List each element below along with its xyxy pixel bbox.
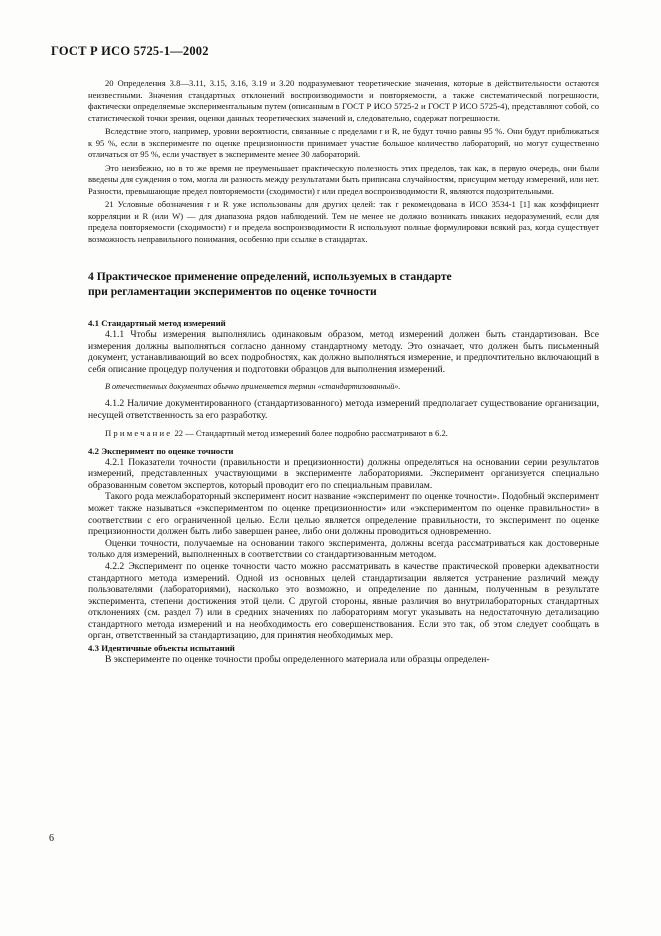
note-label: Примечание [105, 427, 173, 438]
paragraph-4-3: В эксперименте по оценке точности пробы определенного материала или образцы определен- [105, 654, 490, 666]
paragraph-note-21: 21 Условные обозначения r и R уже использованы для других целей: так r рекомендована в ИСО 3534-1 [1] как коэффициент корреляции и R (или W) — для диапазона рядов наблюдений. Тем не менее не должно возникать никаких недоразумений, если для предела повторяемости (сходимости) r и предела воспроизводимости R используют полные формулировки всякий раз, когда существует возможность неправильного понимания, особенно при ссылке в стандартах. [88, 199, 599, 244]
subsection-heading-4-1: 4.1 Стандартный метод измерений [88, 318, 226, 328]
note-text: 22 — Стандартный метод измерений более подробно рассматривают в 6.2. [172, 427, 448, 438]
note-22 [88, 428, 599, 439]
paragraph-4-2-2: 4.2.2 Эксперимент по оценке точности часто можно рассматривать в качестве практической проверки адекватности стандартного метода измерений. Одной из основных целей стандартизации является устранение различий между пользователями (лабораториями), насколько это возможно, и определение по данным, полученным в результате эксперимента, степени достижения этой цели. С другой стороны, явные различия во внутрилабораторных стандартных отклонениях (см. раздел 7) или в средних значениях по лабораториям могут указывать на недостаточную детализацию стандартного метода измерений и на необходимость его совершенствования. Если это так, об этом следует сообщать в орган, ответственный за стандартизацию, для принятия необходимых мер. [88, 560, 599, 642]
paragraph-4-1-1: 4.1.1 Чтобы измерения выполнялись одинаковым образом, метод измерений должен быть стандартизован. Все измерения должны выполняться согласно данному стандартному методу. Это означает, что должен быть письменный документ, устанавливающий во всех подробностях, как должно выполняться измерение, и предпочтительно включающий в себя описание процедур получения и подготовки образцов для выполнения измерений. [88, 329, 599, 375]
section-title-line1: 4 Практическое применение определений, используемых в стандарте [88, 270, 452, 283]
section-title-line2: при регламентации экспериментов по оценке точности [88, 285, 377, 298]
page-body [88, 78, 599, 666]
paragraph-probability-levels: Вследствие этого, например, уровни вероятности, связанные с пределами r и R, не будут точно равны 95 %. Они будут приближаться к 95 %, если в эксперименте по оценке прецизионности принимает участие большое количество лабораторий, но могут существенно отличаться от 95 %, если участвует в эксперименте менее 30 лабораторий. [88, 126, 599, 159]
page-number: 6 [49, 833, 54, 844]
subsection-heading-4-2: 4.2 Эксперимент по оценке точности [88, 445, 234, 456]
subsection-heading-4-3: 4.3 Идентичные объекты испытаний [88, 643, 235, 654]
paragraph-interlab-experiment: Такого рода межлабораторный эксперимент носит название «эксперимент по оценке точности». Подобный эксперимент может также называться «экспериментом по оценке прецизионности» или «экспериментом по оценке правильности» в соответствии с его ограниченной целью. Если целью является определение правильности, то эксперимент по оценке прецизионности должен быть либо завершен ранее, либо они должны проводиться одновременно. [88, 491, 599, 538]
paragraph-note-20: 20 Определения 3.8—3.11, 3.15, 3.16, 3.19 и 3.20 подразумевают теоретические значения, которые в действительности остаются неизвестными. Значения стандартных отклонений воспроизводимости и повторяемости, а также систематической погрешности, фактически определяемые экспериментальным путем (описанным в ГОСТ Р ИСО 5725-2 и ГОСТ Р ИСО 5725-4), представляют собой, со статистической точки зрения, оценки данных теоретических значений и, следовательно, содержат погрешности. [88, 78, 599, 123]
document-header: ГОСТ Р ИСО 5725-1—2002 [51, 44, 209, 58]
section-title [88, 269, 599, 299]
paragraph-accuracy-estimates: Оценки точности, получаемые на основании такого эксперимента, должны всегда рассматриваться как достоверные только для измерений, выполненных в соответствии со стандартизованным методом. [88, 537, 599, 561]
paragraph-4-2-1: 4.2.1 Показатели точности (правильности и прецизионности) должны определяться на основании серии результатов измерений, представленных участвующими в эксперименте лабораториями. Эксперимент организуется специально образованным советом экспертов, который проводит его по специальным правилам. [88, 456, 599, 491]
italic-footnote: В отечественных документах обычно применяется термин «стандартизованный». [105, 382, 401, 392]
paragraph-4-1-2: 4.1.2 Наличие документированного (стандартизованного) метода измерений предполагает существование организации, несущей ответственность за его разработку. [88, 398, 599, 421]
paragraph-practical-usefulness: Это неизбежно, но в то же время не преуменьшает практическую полезность этих пределов, так как, в первую очередь, они были введены для суждения о том, могла ли разность между результатами быть приписана случайностям, присущим методу измерений, или нет. Разности, превышающие предел повторяемости (сходимости) r или предел воспроизводимости R, являются подозрительными. [88, 162, 599, 196]
